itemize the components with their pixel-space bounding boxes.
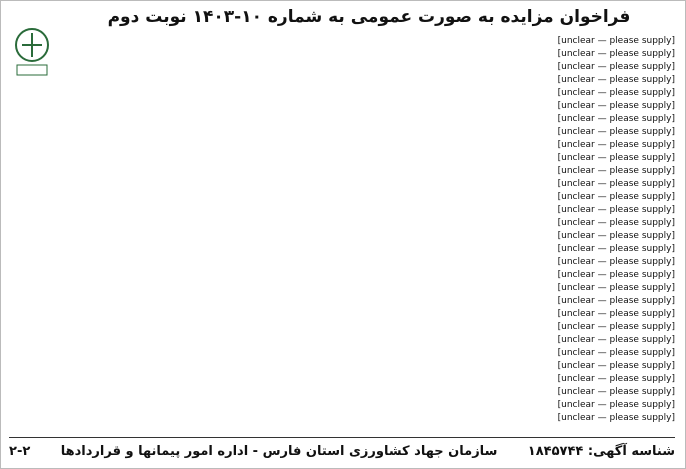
notice-line: [unclear — please supply]	[557, 335, 675, 345]
notice-line: [unclear — please supply]	[557, 257, 675, 267]
notice-line: [unclear — please supply]	[557, 309, 675, 319]
notice-line: [unclear — please supply]	[557, 192, 675, 202]
notice-line: [unclear — please supply]	[557, 114, 675, 124]
notice-line: [unclear — please supply]	[557, 218, 675, 228]
notice-line: [unclear — please supply]	[557, 75, 675, 85]
notice-body	[61, 35, 675, 435]
notice-line: [unclear — please supply]	[557, 140, 675, 150]
notice-line: [unclear — please supply]	[557, 205, 675, 215]
notice-line: [unclear — please supply]	[557, 88, 675, 98]
notice-line: [unclear — please supply]	[557, 387, 675, 397]
notice-line: [unclear — please supply]	[557, 49, 675, 59]
notice-line: [unclear — please supply]	[557, 413, 675, 423]
notice-line: [unclear — please supply]	[557, 348, 675, 358]
notice-line: [unclear — please supply]	[557, 374, 675, 384]
notice-line: [unclear — please supply]	[557, 361, 675, 371]
footer	[9, 437, 675, 464]
notice-line: [unclear — please supply]	[557, 153, 675, 163]
notice-line: [unclear — please supply]	[557, 283, 675, 293]
notice-line: [unclear — please supply]	[557, 270, 675, 280]
notice-line: [unclear — please supply]	[557, 400, 675, 410]
notice-title: فراخوان مزایده به صورت عمومی به شماره ۱۰-۱۴۰۳ نوبت دوم	[107, 7, 631, 27]
notice-line: [unclear — please supply]	[557, 231, 675, 241]
ad-id: شناسه آگهی: ۱۸۴۵۷۴۴	[527, 443, 675, 459]
notice-line: [unclear — please supply]	[557, 127, 675, 137]
ministry-emblem-icon	[9, 25, 55, 83]
notice-line: [unclear — please supply]	[557, 101, 675, 111]
notice-line: [unclear — please supply]	[557, 36, 675, 46]
notice-line: [unclear — please supply]	[557, 62, 675, 72]
notice-line: [unclear — please supply]	[557, 322, 675, 332]
page-number: ۲-۲	[9, 443, 31, 459]
organization-name: سازمان جهاد کشاورزی استان فارس - اداره امور پیمانها و قراردادها	[60, 443, 498, 459]
notice-line: [unclear — please supply]	[557, 166, 675, 176]
notice-line: [unclear — please supply]	[557, 244, 675, 254]
notice-line: [unclear — please supply]	[557, 179, 675, 189]
notice-line: [unclear — please supply]	[557, 296, 675, 306]
